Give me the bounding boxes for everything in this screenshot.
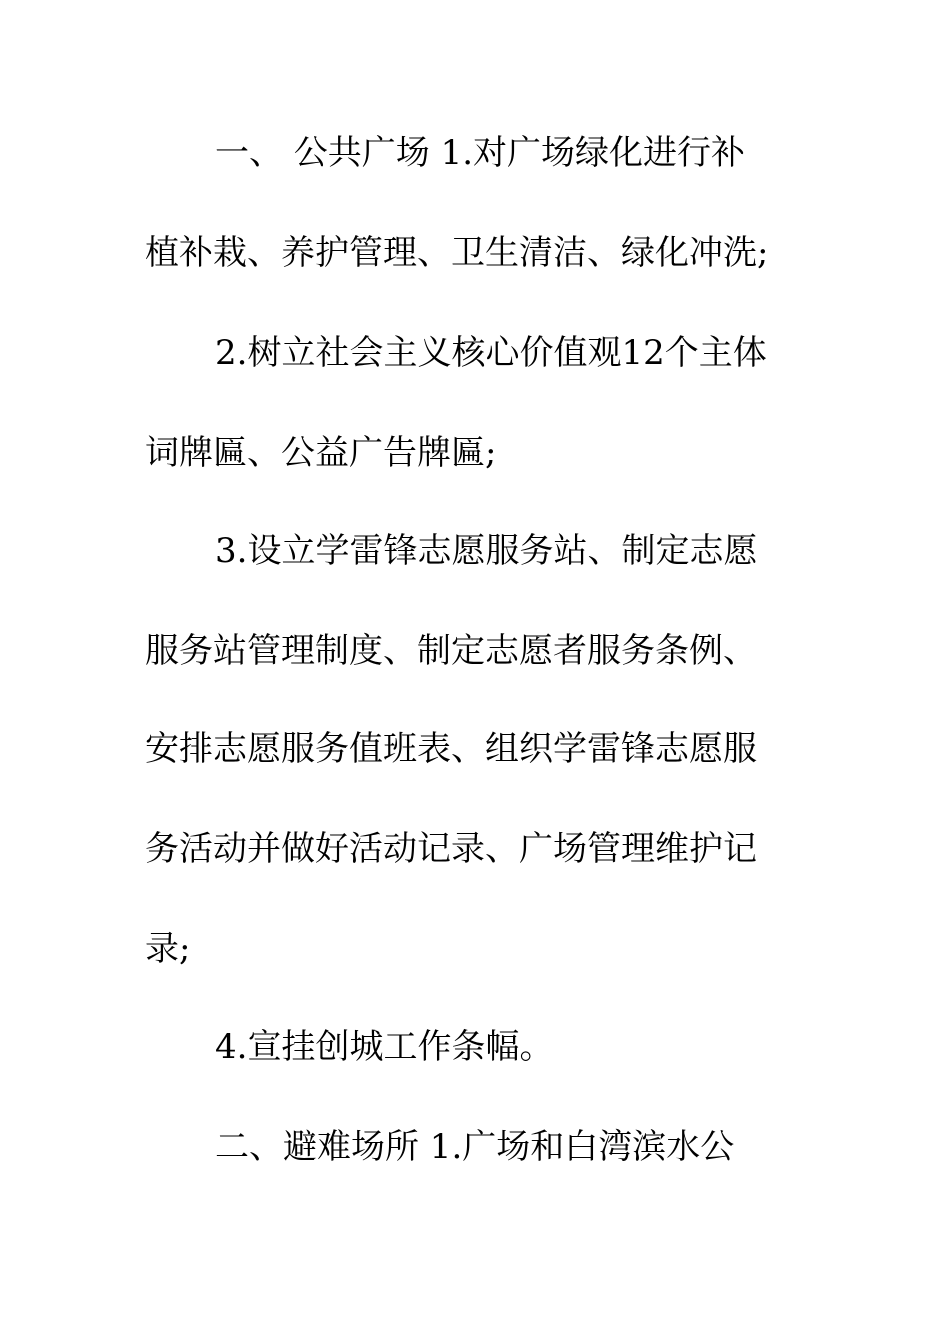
text-line-11: 二、避难场所 1.广场和白湾滨水公 xyxy=(215,1127,735,1167)
text-line-3: 2.树立社会主义核心价值观12个主体 xyxy=(215,333,767,373)
text-line-4: 词牌匾、公益广告牌匾; xyxy=(145,433,497,473)
text-line-1: 一、 公共广场 1.对广场绿化进行补 xyxy=(215,133,746,173)
text-line-9: 录; xyxy=(145,929,191,969)
text-line-5: 3.设立学雷锋志愿服务站、制定志愿 xyxy=(215,531,758,571)
text-line-2: 植补栽、养护管理、卫生清洁、绿化冲洗; xyxy=(145,233,769,273)
text-line-7: 安排志愿服务值班表、组织学雷锋志愿服 xyxy=(145,729,757,769)
text-line-8: 务活动并做好活动记录、广场管理维护记 xyxy=(145,829,757,869)
text-line-10: 4.宣挂创城工作条幅。 xyxy=(215,1027,554,1067)
text-line-6: 服务站管理制度、制定志愿者服务条例、 xyxy=(145,631,757,671)
